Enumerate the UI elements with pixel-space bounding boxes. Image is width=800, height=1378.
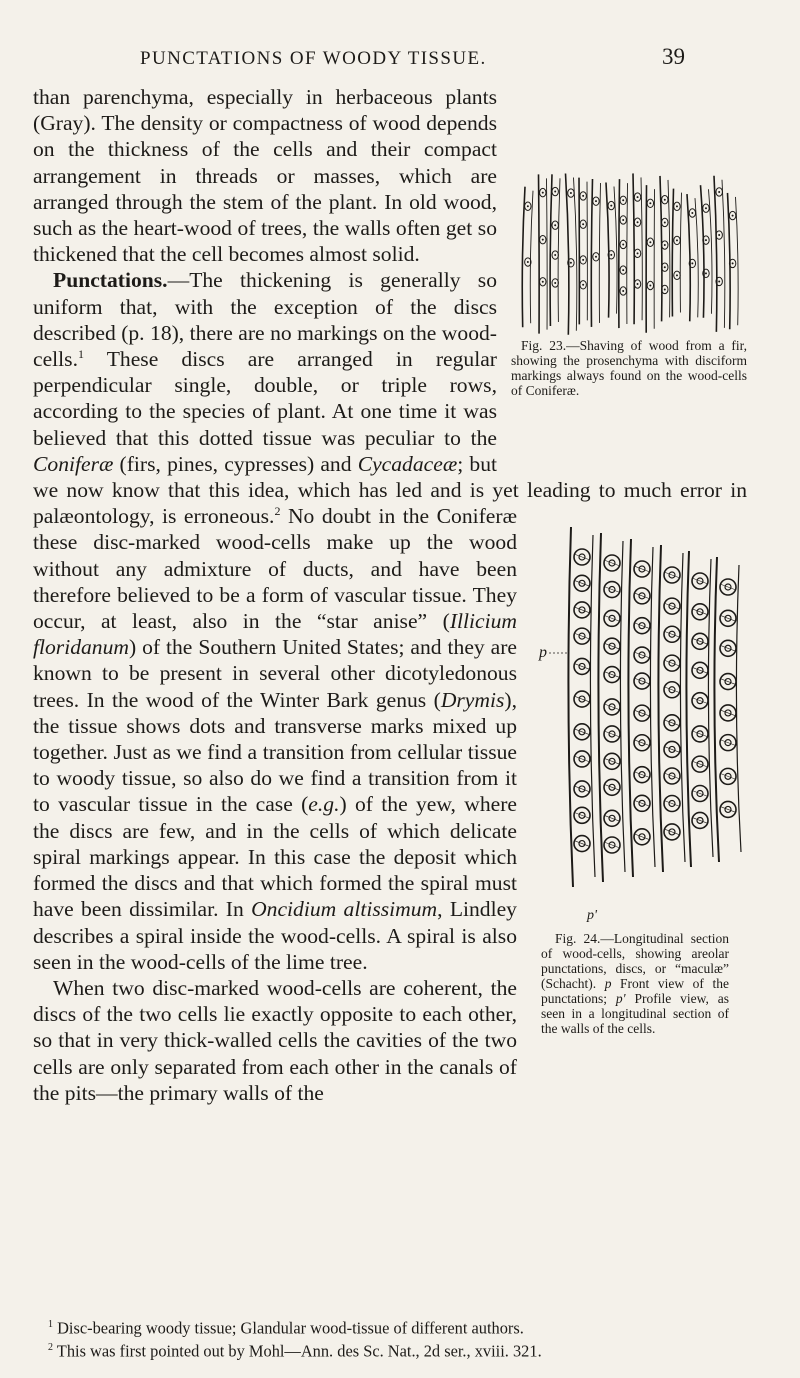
term-oncidium: Oncidium altissimum <box>251 897 438 922</box>
figure-24 <box>531 507 747 1065</box>
fig24-caption-pp: p' <box>615 991 626 1007</box>
p2-text-f: ) of the Southern United States; and they are known to be present in several other dicotyledonous trees. In the wood of the Winter Bark genus ( <box>33 635 517 712</box>
footnote-2-text: This was first pointed out by Mohl—Ann. des Sc. Nat., 2d ser., xviii. 321. <box>53 1341 542 1361</box>
term-cycadaceae: Cycadaceæ <box>357 451 458 476</box>
p3-text: When two disc-marked wood-cells are coherent, the discs of the two cells lie exactly opposite to each other, so that in very thick-walled cells the cavities of the two cells are only separated from each other in the canals of the pits—the primary walls of the <box>33 975 517 1105</box>
term-eg: e.g. <box>308 792 340 817</box>
p2-text-a: —The thickening is generally so uniform that, with the exception of the discs described (p. 18), there are no markings on the wood-cells. <box>33 268 497 372</box>
footnote-2-mark: 2 <box>48 1342 53 1354</box>
p1-text: than parenchyma, especially in herbaceous plants (Gray). The density or compactness of wood depends on the thickness of the cells and their compact arrangement in threads or masses, which are arranged through the stem of the plant. In old wood, such as the heart-wood of trees, the walls often get so thickened that the cell becomes almost solid. <box>33 85 497 267</box>
figure-23 <box>511 166 747 450</box>
fig24-caption-a: Fig. 24.—Longitudinal section of wood-cells, showing areolar punctations, discs, or “maculæ” (Schacht). <box>541 931 729 992</box>
page-header <box>140 44 685 70</box>
footnote-1-mark: 1 <box>48 1319 53 1330</box>
footnotes <box>48 1315 748 1362</box>
p2-text-g: ), the tissue shows dots and transverse marks mixed up together. Just as we find a transition from cellular tissue to woody tissue, so also do we find a transition from it to vascular tissue in the case ( <box>33 687 517 817</box>
page-number: 39 <box>662 44 685 69</box>
p2-text-i: , Lindley describes a spiral inside the wood-cells. A spiral is also seen in the wood-cells of the lime tree. <box>33 897 517 974</box>
fig24-caption-p: p <box>604 976 612 992</box>
fig23-wood-shaving-illustration <box>511 166 747 338</box>
fig24-longitudinal-section-illustration <box>531 507 747 927</box>
p2-text-c: (firs, pines, cypresses) and <box>113 451 358 476</box>
footnote-1-text: Disc-bearing woody tissue; Glandular wood-tissue of different authors. <box>53 1318 524 1338</box>
p2-text-b: These discs are arranged in regular perpendicular single, double, or triple rows, according to the species of plant. At one time it was believed that this dotted tissue was peculiar to the <box>33 347 497 450</box>
fig24-label-p: p <box>539 644 547 662</box>
p2-text-e: No doubt in the Coniferæ these disc-marked wood-cells make up the wood without any admixture of ducts, and have been therefore believed to be a form of vascular tissue. They occur, at least, also in the “star anise” ( <box>33 504 517 634</box>
term-coniferae: Coniferæ <box>33 451 114 476</box>
p2-text-d: ; but we now know that this idea, which has led and is yet leading to much error in palæontology, is erroneous. <box>33 451 747 529</box>
section-heading-punctations: Punctations. <box>53 268 168 293</box>
running-head: PUNCTATIONS OF WOODY TISSUE. <box>140 48 487 69</box>
fig23-caption: Fig. 23.—Shaving of wood from a fir, showing the prosenchyma with disciform markings always found on the wood-cells of Coniferæ. <box>511 338 747 398</box>
term-illicium: Illicium floridanum <box>33 609 517 660</box>
term-drymis: Drymis <box>440 687 505 712</box>
footnote-1 <box>48 1315 748 1338</box>
fig24-caption-c: Profile view, as seen in a longitudinal section of the walls of the cells. <box>541 991 729 1037</box>
footnote-ref-2: 2 <box>274 504 281 519</box>
fig24-caption-b: Front view of the punctations; <box>541 976 729 1007</box>
footnote-ref-1: 1 <box>77 346 84 361</box>
fig24-label-p-prime: p' <box>587 908 597 924</box>
fig24-caption <box>541 931 729 1036</box>
footnote-2 <box>48 1338 748 1361</box>
body-text <box>33 84 747 1106</box>
p2-text-h: ) of the yew, where the discs are few, and in the cells of which delicate spiral markings appear. In this case the deposit which formed the discs and that which formed the spiral must have been dissimilar. In <box>33 792 517 922</box>
